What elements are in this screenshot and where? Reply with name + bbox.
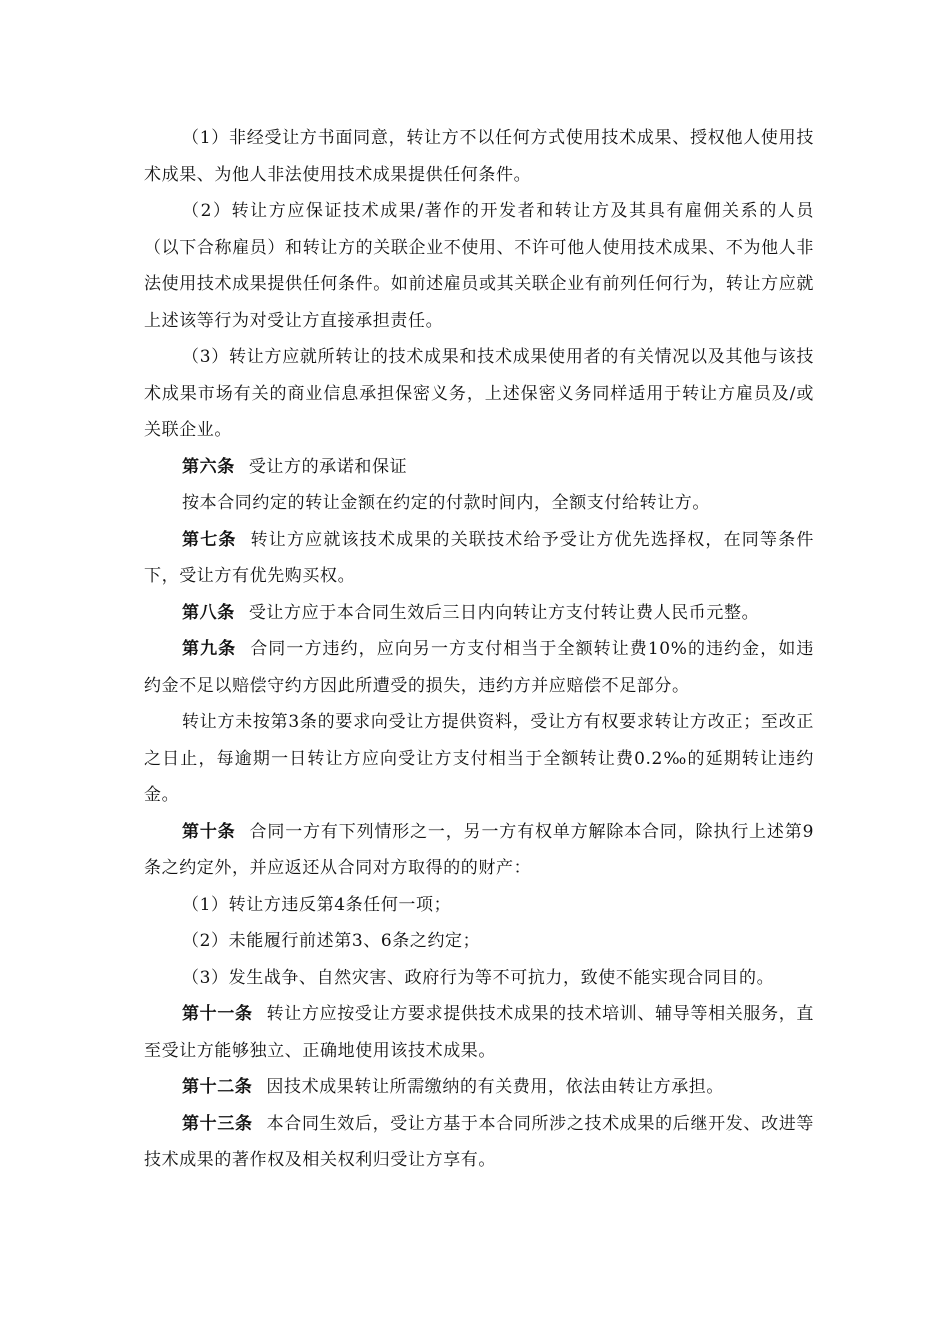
article-number: 第十三条	[182, 1113, 253, 1134]
article-13	[144, 1106, 814, 1179]
paragraph-text: （3）转让方应就所转让的技术成果和技术成果使用者的有关情况以及其他与该技术成果市场有关的商业信息承担保密义务，上述保密义务同样适用于转让方雇员及/或关联企业。	[144, 347, 814, 440]
article-11	[144, 996, 814, 1069]
article-7	[144, 522, 814, 595]
article-9	[144, 631, 814, 704]
paragraph-text: 因技术成果转让所需缴纳的有关费用，依法由转让方承担。	[266, 1077, 725, 1097]
article-6-heading	[144, 449, 814, 486]
article-number: 第八条	[182, 602, 235, 623]
paragraph-5-2	[144, 193, 814, 339]
article-number: 第九条	[182, 639, 237, 659]
paragraph-text: 转让方未按第3条的要求向受让方提供资料，受让方有权要求转让方改正；至改正之日止，每逾期一日转让方应向受让方支付相当于全额转让费0.2‰的延期转让违约金。	[144, 712, 814, 805]
article-10-item-3	[144, 960, 814, 997]
paragraph-5-3	[144, 339, 814, 449]
article-8	[144, 595, 814, 632]
article-6-body	[144, 485, 814, 522]
document-page	[144, 120, 814, 1179]
article-number: 第六条	[182, 456, 235, 477]
article-10-item-2	[144, 923, 814, 960]
paragraph-text: 合同一方有下列情形之一，另一方有权单方解除本合同，除执行上述第9条之约定外，并应返还从合同对方取得的的财产：	[144, 821, 814, 878]
paragraph-text: （1）转让方违反第4条任何一项；	[182, 894, 452, 915]
paragraph-text: （3）发生战争、自然灾害、政府行为等不可抗力，致使不能实现合同目的。	[182, 967, 775, 988]
article-12	[144, 1069, 814, 1106]
paragraph-text: 转让方应按受让方要求提供技术成果的技术培训、辅导等相关服务，直至受让方能够独立、正确地使用该技术成果。	[144, 1004, 814, 1061]
paragraph-text: 受让方的承诺和保证	[248, 456, 408, 477]
article-number: 第十一条	[182, 1004, 253, 1024]
article-number: 第十条	[182, 821, 236, 842]
paragraph-text: （2）转让方应保证技术成果/著作的开发者和转让方及其具有雇佣关系的人员（以下合称雇员）和转让方的关联企业不使用、不许可他人使用技术成果、不为他人非法使用技术成果提供任何条件。如前述雇员或其关联企业有前列任何行为，转让方应就上述该等行为对受让方直接承担责任。	[144, 201, 814, 331]
paragraph-text: （1）非经受让方书面同意，转让方不以任何方式使用技术成果、授权他人使用技术成果、为他人非法使用技术成果提供任何条件。	[144, 128, 814, 185]
article-number: 第七条	[182, 529, 237, 550]
paragraph-text: 按本合同约定的转让金额在约定的付款时间内，全额支付给转让方。	[182, 493, 710, 513]
article-10-item-1	[144, 887, 814, 924]
paragraph-text: 受让方应于本合同生效后三日内向转让方支付转让费人民币元整。	[248, 602, 760, 623]
paragraph-text: 合同一方违约，应向另一方支付相当于全额转让费10%的违约金，如违约金不足以赔偿守约方因此所遭受的损失，违约方并应赔偿不足部分。	[144, 639, 814, 696]
paragraph-text: （2）未能履行前述第3、6条之约定；	[182, 931, 481, 951]
article-10	[144, 814, 814, 887]
article-9-extra	[144, 704, 814, 814]
paragraph-text: 转让方应就该技术成果的关联技术给予受让方优先选择权，在同等条件下，受让方有优先购买权。	[144, 529, 814, 586]
article-number: 第十二条	[182, 1077, 253, 1097]
paragraph-text: 本合同生效后，受让方基于本合同所涉之技术成果的后继开发、改进等技术成果的著作权及相关权利归受让方享有。	[144, 1113, 814, 1170]
paragraph-5-1	[144, 120, 814, 193]
